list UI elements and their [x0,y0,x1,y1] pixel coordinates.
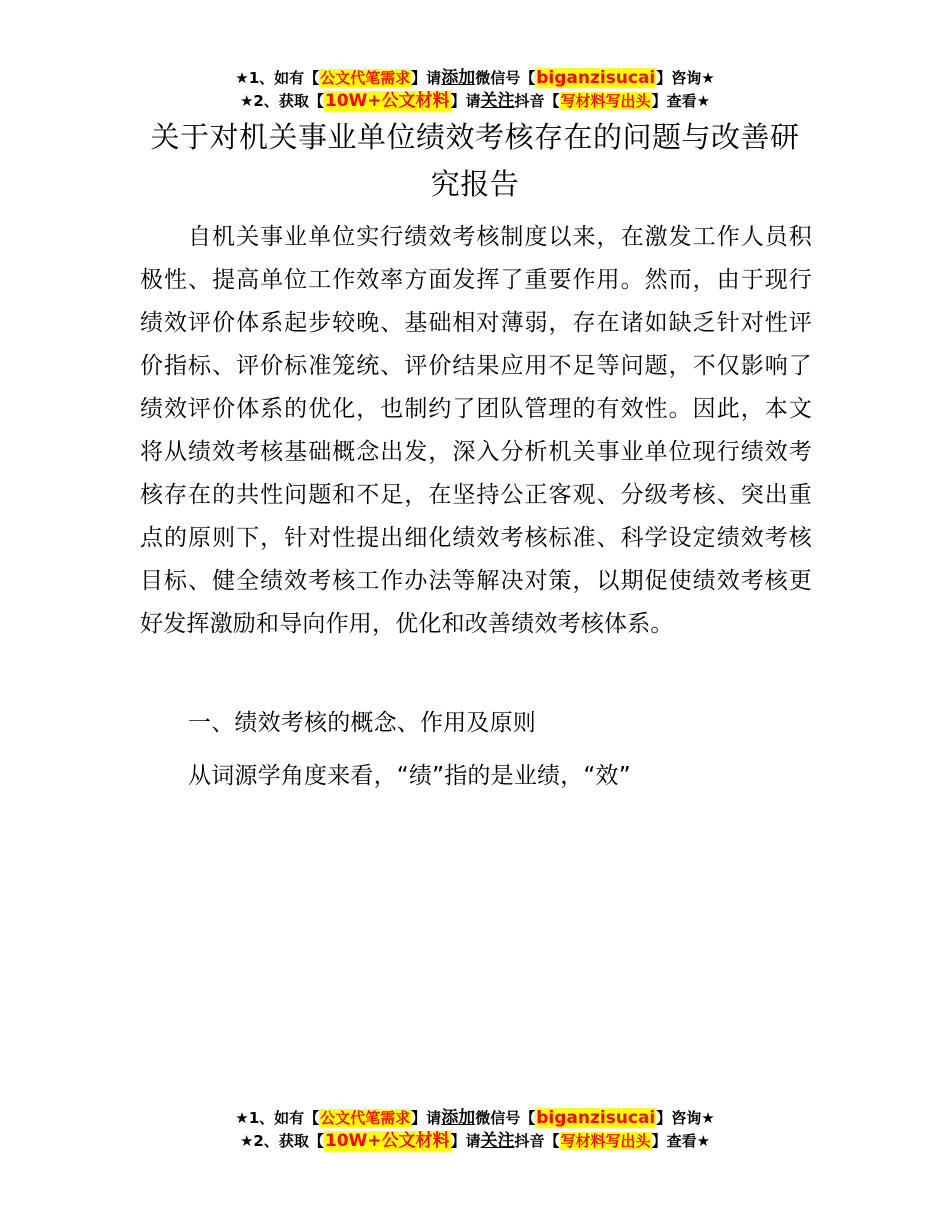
banner-text: 】请 [411,69,442,87]
banner-line-1 [0,1107,950,1130]
banner-text: 】查看★ [651,1132,711,1150]
banner-text: 】查看★ [651,92,711,110]
footer-banner [0,1107,950,1153]
highlight-ghostwriting: 公文代笔需求 [320,1109,411,1127]
body-paragraph: 从词源学角度来看，“绩”指的是业绩，“效” [188,763,631,789]
document-title: 关于对机关事业单位绩效考核存在的问题与改善研究报告 [150,120,800,201]
banner-line-1 [0,67,950,90]
highlight-materials: 10W+公文材料 [324,1131,450,1151]
banner-text: 抖音【 [514,1132,560,1150]
body-paragraph: 自机关事业单位实行绩效考核制度以来，在激发工作人员积极性、提高单位工作效率方面发挥了重要作用。然而，由于现行绩效评价体系起步较晚、基础相对薄弱，存在诸如缺乏针对性评价指标、评价标准笼统、评价结果应用不足等问题，不仅影响了绩效评价体系的优化，也制约了团队管理的有效性。因此，本文将从绩效考核基础概念出发，深入分析机关事业单位现行绩效考核存在的共性问题和不足，在坚持公正客观、分级考核、突出重点的原则下，针对性提出细化绩效考核标准、科学设定绩效考核目标、健全绩效考核工作办法等解决对策，以期促使绩效考核更好发挥激励和导向作用，优化和改善绩效考核体系。 [140,224,812,637]
banner-text: ★2、获取【 [239,92,324,110]
banner-text: 】咨询★ [656,1109,715,1127]
banner-text: 】咨询★ [656,69,715,87]
banner-text: 微信号【 [475,1109,536,1127]
highlight-wechat-id: biganzisucai [536,68,656,88]
highlight-materials: 10W+公文材料 [324,91,450,111]
banner-emphasis: 关注 [480,91,515,111]
banner-text: 抖音【 [514,92,560,110]
banner-text: ★1、如有【 [235,1109,320,1127]
banner-text: 】请 [411,1109,442,1127]
banner-emphasis: 关注 [480,1131,515,1151]
section-heading: 一、绩效考核的概念、作用及原则 [188,710,536,736]
banner-emphasis: 添加 [441,68,476,88]
banner-text: 微信号【 [475,69,536,87]
highlight-douyin: 写材料写出头 [560,1132,651,1150]
highlight-ghostwriting: 公文代笔需求 [320,69,411,87]
banner-text: ★1、如有【 [235,69,320,87]
banner-line-2 [0,1130,950,1153]
banner-line-2 [0,90,950,113]
banner-text: 】请 [450,1132,481,1150]
highlight-wechat-id: biganzisucai [536,1108,656,1128]
banner-text: ★2、获取【 [239,1132,324,1150]
highlight-douyin: 写材料写出头 [560,92,651,110]
banner-emphasis: 添加 [441,1108,476,1128]
banner-text: 】请 [450,92,481,110]
header-banner [0,67,950,113]
